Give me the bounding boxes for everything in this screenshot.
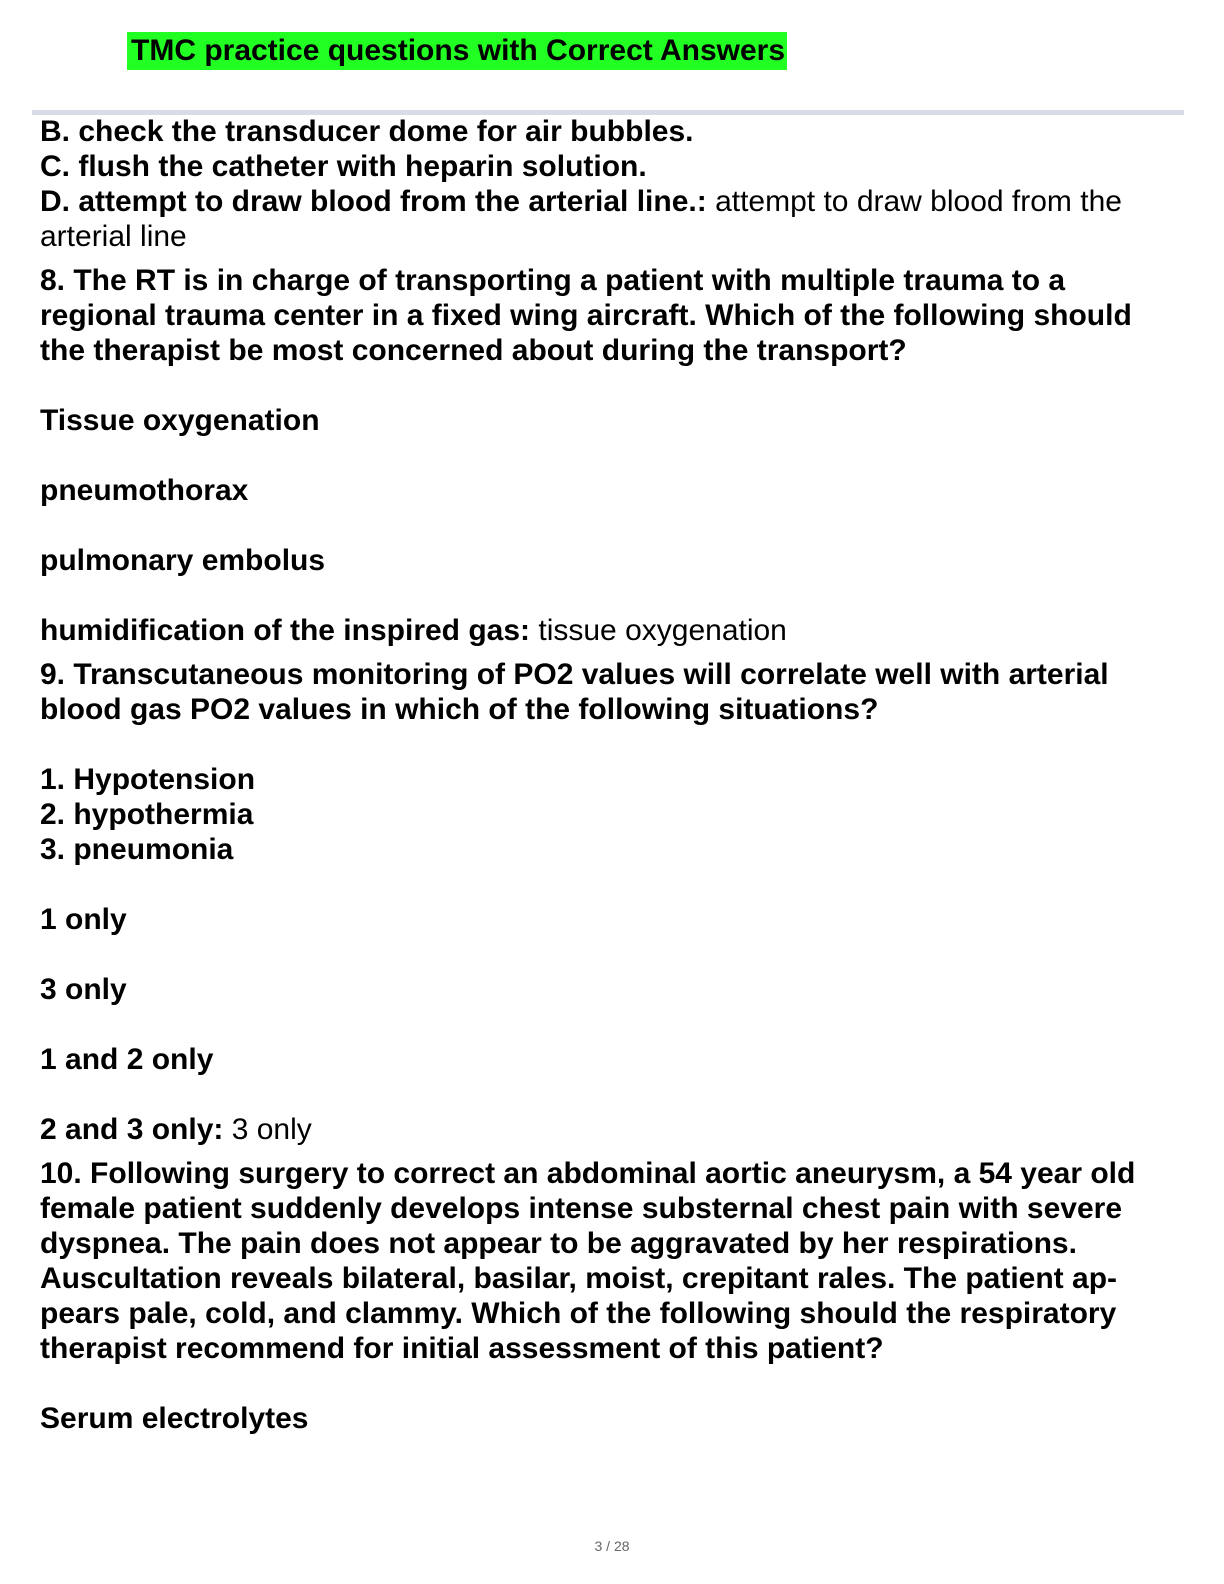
- numbered-item: 1. Hypotension: [40, 763, 256, 796]
- option-c: C. flush the catheter with heparin solution.: [40, 150, 647, 183]
- question-10-text-line: Auscultation reveals bilateral, basilar, moist, crepitant rales. The patient ap-: [40, 1262, 1118, 1295]
- question-10-text-line: 10. Following surgery to correct an abdominal aortic aneurysm, a 54 year old: [40, 1157, 1136, 1190]
- option-d-with-answer: [40, 184, 1180, 219]
- answer-option: Serum electrolytes: [40, 1402, 309, 1435]
- question-10-text-line: female patient suddenly develops intense substernal chest pain with severe: [40, 1192, 1123, 1225]
- answer-option: humidification of the inspired gas:: [40, 614, 531, 647]
- question-10-text-line: therapist recommend for initial assessment of this patient?: [40, 1332, 884, 1365]
- question-8-text-line: 8. The RT is in charge of transporting a patient with multiple trauma to a: [40, 264, 1066, 297]
- question-10-text-line: pears pale, cold, and clammy. Which of the following should the respiratory: [40, 1297, 1117, 1330]
- question-8-text-line: regional trauma center in a fixed wing aircraft. Which of the following should: [40, 299, 1132, 332]
- answer-option-with-answer: [40, 1112, 1180, 1147]
- answer-option: pneumothorax: [40, 474, 249, 507]
- document-title: TMC practice questions with Correct Answers: [127, 32, 787, 70]
- answer-option: 3 only: [40, 973, 127, 1006]
- numbered-item: 3. pneumonia: [40, 833, 234, 866]
- question-8: [40, 263, 1180, 648]
- question-10-text-line: dyspnea. The pain does not appear to be aggravated by her respirations.: [40, 1227, 1077, 1260]
- correct-answer: tissue oxygenation: [538, 614, 787, 647]
- answer-option: Tissue oxygenation: [40, 404, 320, 437]
- page-number: 3 / 28: [594, 1538, 630, 1554]
- answer-option: 1 and 2 only: [40, 1043, 214, 1076]
- correct-answer: attempt to draw blood from the: [715, 185, 1122, 218]
- question-8-text-line: the therapist be most concerned about during the transport?: [40, 334, 907, 367]
- question-9-text-line: 9. Transcutaneous monitoring of PO2 values will correlate well with arterial: [40, 658, 1109, 691]
- correct-answer-continued: arterial line: [40, 220, 187, 253]
- answer-option: 2 and 3 only:: [40, 1113, 224, 1146]
- numbered-item: 2. hypothermia: [40, 798, 254, 831]
- option-d: D. attempt to draw blood from the arterial line.:: [40, 185, 707, 218]
- question-10: [40, 1156, 1180, 1436]
- document-body: [40, 114, 1180, 1436]
- answer-option: pulmonary embolus: [40, 544, 326, 577]
- question-9: [40, 657, 1180, 1147]
- answer-option: 1 only: [40, 903, 127, 936]
- correct-answer: 3 only: [231, 1113, 312, 1146]
- question-7-continuation: [40, 114, 1180, 254]
- option-b: B. check the transducer dome for air bubbles.: [40, 115, 694, 148]
- question-9-text-line: blood gas PO2 values in which of the following situations?: [40, 693, 879, 726]
- answer-option-with-answer: [40, 613, 1180, 648]
